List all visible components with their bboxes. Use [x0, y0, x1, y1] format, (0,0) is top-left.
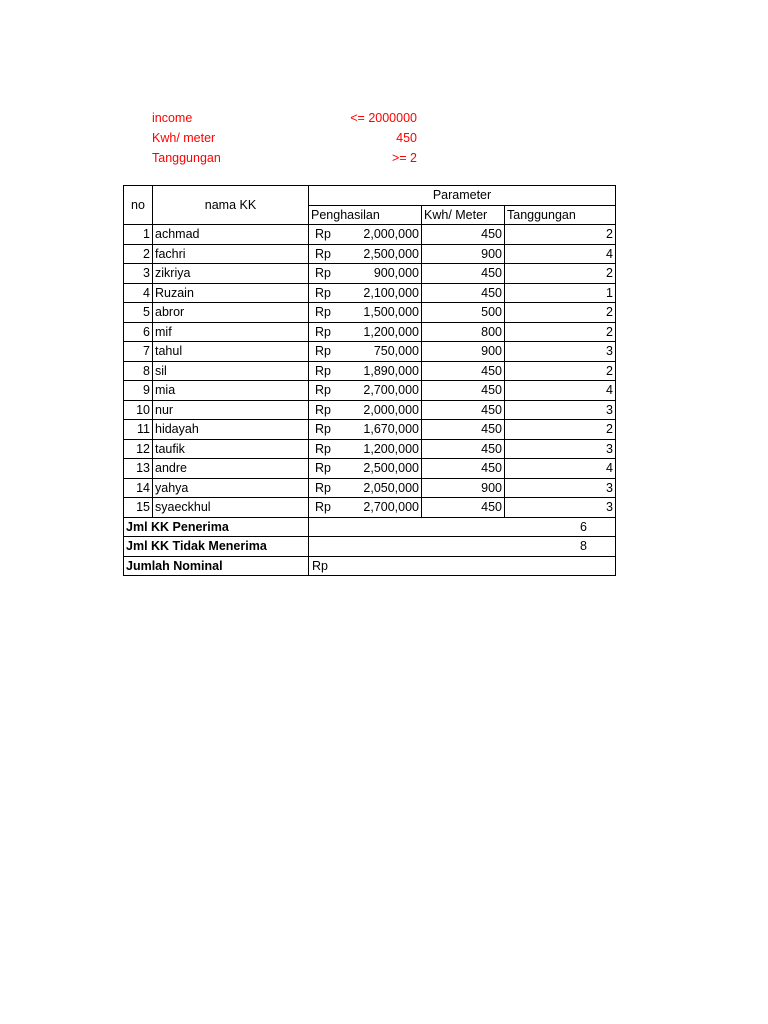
criteria-value: <= 2000000: [350, 111, 417, 125]
table-row: [124, 361, 616, 381]
row-currency: Rp: [309, 303, 346, 323]
row-penghasilan: 2,100,000: [345, 283, 422, 303]
row-currency: Rp: [309, 478, 346, 498]
summary-label: Jumlah Nominal: [124, 556, 309, 576]
row-tanggungan: 4: [505, 459, 616, 479]
summary-value: 8: [309, 537, 616, 557]
row-tanggungan: 4: [505, 244, 616, 264]
row-tanggungan: 2: [505, 322, 616, 342]
row-penghasilan: 2,500,000: [345, 459, 422, 479]
row-kwh: 450: [422, 459, 505, 479]
row-nama: nur: [153, 400, 309, 420]
table-row: [124, 478, 616, 498]
summary-penerima: [124, 517, 616, 537]
table-row: [124, 244, 616, 264]
row-kwh: 900: [422, 244, 505, 264]
row-penghasilan: 1,670,000: [345, 420, 422, 440]
row-no: 8: [124, 361, 153, 381]
row-penghasilan: 2,050,000: [345, 478, 422, 498]
row-tanggungan: 2: [505, 264, 616, 284]
criteria-row-tanggungan: [152, 148, 417, 168]
row-nama: sil: [153, 361, 309, 381]
row-kwh: 450: [422, 400, 505, 420]
row-nama: mif: [153, 322, 309, 342]
row-no: 15: [124, 498, 153, 518]
row-kwh: 800: [422, 322, 505, 342]
row-kwh: 900: [422, 342, 505, 362]
row-penghasilan: 1,500,000: [345, 303, 422, 323]
row-no: 7: [124, 342, 153, 362]
header-kwh: Kwh/ Meter: [422, 205, 505, 225]
table-row: [124, 264, 616, 284]
row-tanggungan: 1: [505, 283, 616, 303]
row-kwh: 450: [422, 381, 505, 401]
row-no: 12: [124, 439, 153, 459]
row-currency: Rp: [309, 381, 346, 401]
table-row: [124, 498, 616, 518]
row-tanggungan: 3: [505, 342, 616, 362]
row-no: 9: [124, 381, 153, 401]
header-penghasilan: Penghasilan: [309, 205, 422, 225]
table-row: [124, 322, 616, 342]
row-kwh: 450: [422, 498, 505, 518]
row-nama: Ruzain: [153, 283, 309, 303]
row-no: 3: [124, 264, 153, 284]
row-tanggungan: 3: [505, 400, 616, 420]
row-nama: tahul: [153, 342, 309, 362]
row-penghasilan: 1,200,000: [345, 439, 422, 459]
header-tanggungan: Tanggungan: [505, 205, 616, 225]
criteria-label: Tanggungan: [152, 151, 221, 165]
row-tanggungan: 3: [505, 498, 616, 518]
row-penghasilan: 1,890,000: [345, 361, 422, 381]
table-row: [124, 225, 616, 245]
row-penghasilan: 2,000,000: [345, 400, 422, 420]
row-no: 13: [124, 459, 153, 479]
row-nama: andre: [153, 459, 309, 479]
table-row: [124, 342, 616, 362]
row-no: 2: [124, 244, 153, 264]
row-currency: Rp: [309, 420, 346, 440]
row-currency: Rp: [309, 400, 346, 420]
table-row: [124, 381, 616, 401]
summary-nominal: [124, 556, 616, 576]
row-tanggungan: 3: [505, 439, 616, 459]
row-penghasilan: 2,700,000: [345, 498, 422, 518]
row-penghasilan: 750,000: [345, 342, 422, 362]
row-tanggungan: 4: [505, 381, 616, 401]
row-currency: Rp: [309, 342, 346, 362]
row-currency: Rp: [309, 225, 346, 245]
row-nama: taufik: [153, 439, 309, 459]
table-row: [124, 459, 616, 479]
row-no: 14: [124, 478, 153, 498]
row-tanggungan: 2: [505, 361, 616, 381]
criteria-block: [152, 108, 417, 168]
header-parameter: Parameter: [309, 186, 616, 206]
header-no: no: [124, 186, 153, 225]
row-currency: Rp: [309, 459, 346, 479]
summary-tidak-menerima: [124, 537, 616, 557]
row-kwh: 450: [422, 225, 505, 245]
row-tanggungan: 2: [505, 420, 616, 440]
row-tanggungan: 2: [505, 225, 616, 245]
header-nama: nama KK: [153, 186, 309, 225]
row-currency: Rp: [309, 361, 346, 381]
row-currency: Rp: [309, 439, 346, 459]
row-no: 6: [124, 322, 153, 342]
row-nama: zikriya: [153, 264, 309, 284]
row-no: 4: [124, 283, 153, 303]
row-kwh: 500: [422, 303, 505, 323]
criteria-row-income: [152, 108, 417, 128]
row-nama: achmad: [153, 225, 309, 245]
row-kwh: 450: [422, 264, 505, 284]
criteria-label: income: [152, 111, 193, 125]
summary-value: 6: [309, 517, 616, 537]
row-currency: Rp: [309, 264, 346, 284]
row-no: 11: [124, 420, 153, 440]
criteria-label: Kwh/ meter: [152, 131, 216, 145]
table-row: [124, 439, 616, 459]
table-row: [124, 303, 616, 323]
row-tanggungan: 3: [505, 478, 616, 498]
row-tanggungan: 2: [505, 303, 616, 323]
row-penghasilan: 1,200,000: [345, 322, 422, 342]
summary-label: Jml KK Penerima: [124, 517, 309, 537]
row-kwh: 450: [422, 283, 505, 303]
row-nama: yahya: [153, 478, 309, 498]
row-no: 10: [124, 400, 153, 420]
table-row: [124, 400, 616, 420]
row-nama: mia: [153, 381, 309, 401]
criteria-value: 450: [396, 131, 417, 145]
row-nama: abror: [153, 303, 309, 323]
summary-value: Rp: [309, 556, 616, 576]
row-kwh: 450: [422, 439, 505, 459]
row-nama: syaeckhul: [153, 498, 309, 518]
row-currency: Rp: [309, 322, 346, 342]
row-penghasilan: 900,000: [345, 264, 422, 284]
header-row-1: [124, 186, 616, 206]
row-penghasilan: 2,700,000: [345, 381, 422, 401]
row-nama: fachri: [153, 244, 309, 264]
row-penghasilan: 2,000,000: [345, 225, 422, 245]
row-penghasilan: 2,500,000: [345, 244, 422, 264]
row-no: 5: [124, 303, 153, 323]
criteria-value: >= 2: [391, 151, 417, 165]
row-kwh: 900: [422, 478, 505, 498]
table-row: [124, 420, 616, 440]
data-table: [123, 185, 616, 576]
row-kwh: 450: [422, 361, 505, 381]
table-row: [124, 283, 616, 303]
row-currency: Rp: [309, 283, 346, 303]
summary-label: Jml KK Tidak Menerima: [124, 537, 309, 557]
row-kwh: 450: [422, 420, 505, 440]
criteria-row-kwh: [152, 128, 417, 148]
row-nama: hidayah: [153, 420, 309, 440]
row-no: 1: [124, 225, 153, 245]
row-currency: Rp: [309, 498, 346, 518]
row-currency: Rp: [309, 244, 346, 264]
